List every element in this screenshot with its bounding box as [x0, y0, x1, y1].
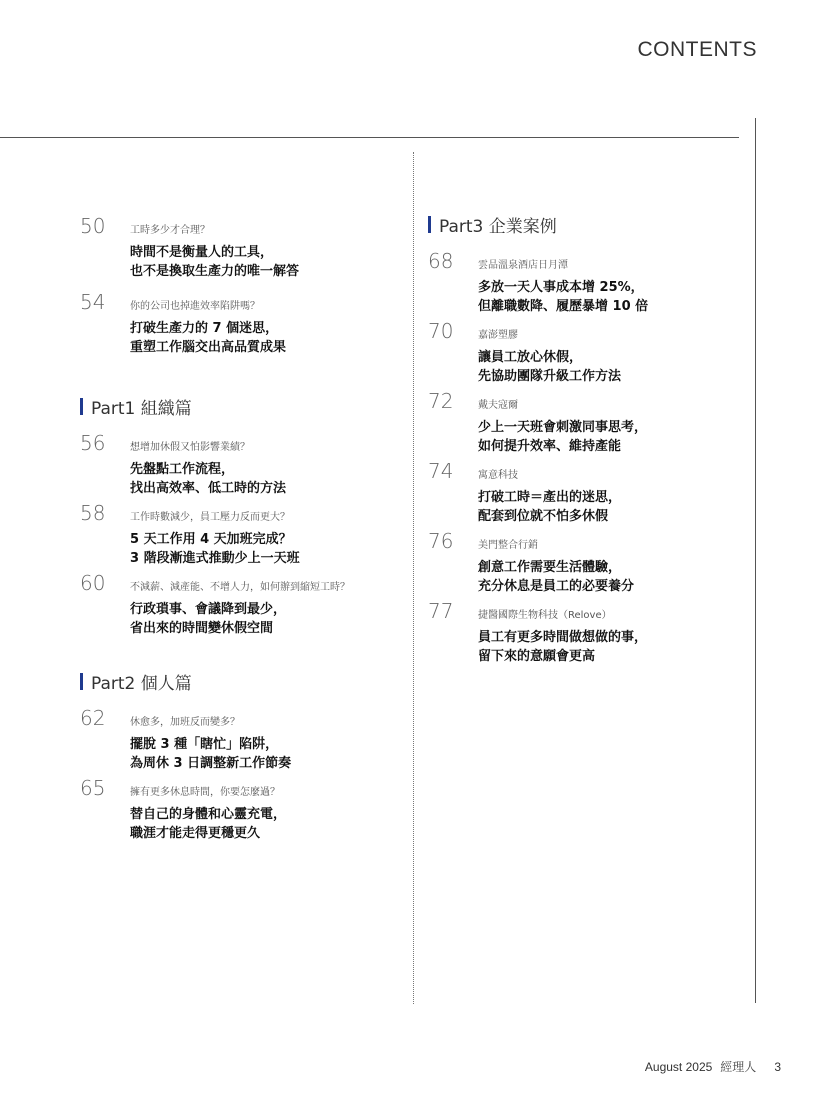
left-column [80, 214, 400, 846]
page-number: 54 [80, 290, 106, 314]
entry-headline: 多放一天人事成本增 25%， 但離職數降、履歷暴增 10 倍 [478, 280, 649, 314]
page-number: 68 [428, 249, 454, 273]
page-number: 70 [428, 319, 454, 343]
toc-entry[interactable] [428, 599, 748, 669]
entry-headline: 替自己的身體和心靈充電， 職涯才能走得更穩更久 [130, 807, 287, 841]
entry-kicker: 寓意科技 [478, 470, 518, 481]
folio: 3 [774, 1059, 781, 1074]
magazine-name: 經理人 [720, 1060, 757, 1074]
page-number: 60 [80, 571, 106, 595]
toc-entry[interactable] [428, 249, 748, 319]
section-marker [80, 398, 83, 415]
page-number: 72 [428, 389, 454, 413]
entry-headline: 員工有更多時間做想做的事， 留下來的意願會更高 [478, 630, 648, 664]
toc-entry[interactable] [428, 389, 748, 459]
entry-kicker: 不減薪、減產能、不增人力，如何辦到縮短工時？ [130, 582, 350, 593]
page-number: 74 [428, 459, 454, 483]
entry-kicker: 你的公司也掉進效率陷阱嗎？ [130, 301, 260, 312]
entry-headline: 行政瑣事、會議降到最少， 省出來的時間變休假空間 [130, 602, 287, 636]
entry-kicker: 雲品溫泉酒店日月潭 [478, 260, 568, 271]
entry-headline: 5 天工作用 4 天加班完成？ 3 階段漸進式推動少上一天班 [130, 532, 300, 566]
entry-headline: 時間不是衡量人的工具， 也不是換取生產力的唯一解答 [130, 245, 300, 279]
entry-kicker: 擁有更多休息時間，你要怎麼過？ [130, 787, 280, 798]
entry-headline: 擺脫 3 種「瞎忙」陷阱， 為周休 3 日調整新工作節奏 [130, 737, 292, 771]
toc-entry[interactable] [80, 501, 400, 571]
horizontal-rule [0, 137, 739, 138]
entry-headline: 打破工時＝產出的迷思， 配套到位就不怕多休假 [478, 490, 622, 524]
toc-entry[interactable] [80, 706, 400, 776]
section-heading-part2: Part2 個人篇 [80, 670, 400, 692]
page-number: 76 [428, 529, 454, 553]
page-number: 58 [80, 501, 106, 525]
entry-headline: 創意工作需要生活體驗， 充分休息是員工的必要養分 [478, 560, 635, 594]
toc-entry[interactable] [428, 459, 748, 529]
right-column [428, 213, 748, 669]
section-marker [428, 216, 431, 233]
page-footer [645, 1058, 781, 1075]
entry-kicker: 美門整合行銷 [478, 540, 538, 551]
page-number: 56 [80, 431, 106, 455]
issue-date: August 2025 [644, 1059, 713, 1074]
vertical-rule [755, 118, 756, 1003]
toc-entry[interactable] [80, 214, 400, 290]
entry-kicker: 戴夫寇爾 [478, 400, 518, 411]
entry-headline: 讓員工放心休假， 先協助團隊升級工作方法 [478, 350, 622, 384]
page-number: 77 [428, 599, 454, 623]
page-number: 65 [80, 776, 106, 800]
toc-entry[interactable] [80, 571, 400, 670]
page-number: 50 [80, 214, 106, 238]
entry-headline: 少上一天班會刺激同事思考， 如何提升效率、維持產能 [478, 420, 648, 454]
entry-headline: 先盤點工作流程， 找出高效率、低工時的方法 [130, 462, 287, 496]
toc-entry[interactable] [428, 319, 748, 389]
entry-kicker: 休愈多，加班反而變多？ [130, 717, 240, 728]
entry-headline: 打破生產力的 7 個迷思， 重塑工作腦交出高品質成果 [130, 321, 287, 355]
entry-kicker: 想增加休假又怕影響業績？ [130, 442, 250, 453]
page-number: 62 [80, 706, 106, 730]
entry-kicker: 嘉澎塑膠 [478, 330, 518, 341]
section-heading-part1: Part1 組織篇 [80, 395, 400, 417]
toc-entry[interactable] [428, 529, 748, 599]
entry-kicker: 捷醫國際生物科技（Relove） [478, 610, 612, 621]
column-divider [413, 152, 414, 1004]
toc-entry[interactable] [80, 431, 400, 501]
entry-kicker: 工時多少才合理？ [130, 225, 210, 236]
contents-title: CONTENTS [637, 38, 757, 61]
entry-kicker: 工作時數減少，員工壓力反而更大？ [130, 512, 290, 523]
toc-entry[interactable] [80, 290, 400, 395]
section-marker [80, 673, 83, 690]
section-heading-part3: Part3 企業案例 [428, 213, 748, 235]
toc-entry[interactable] [80, 776, 400, 846]
